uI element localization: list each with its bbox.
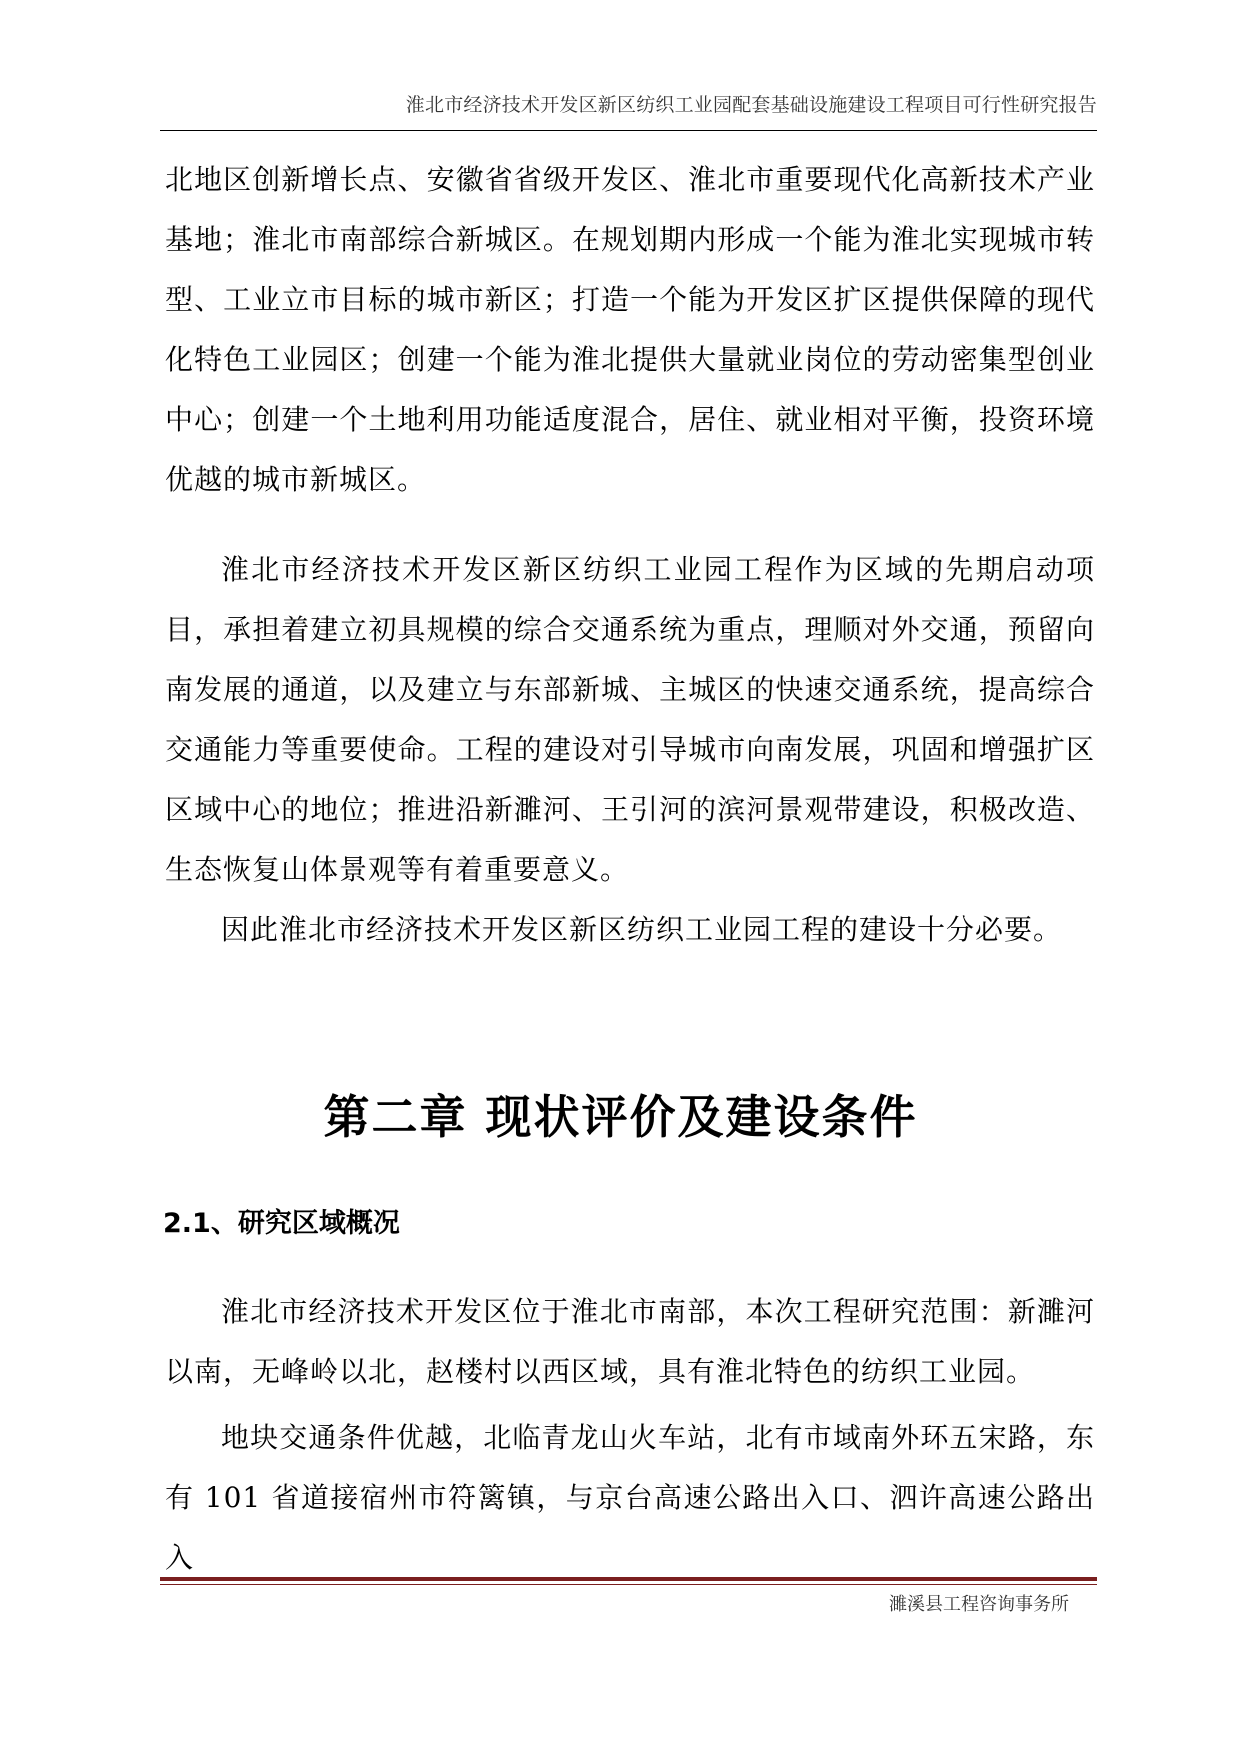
- body-text-block-2: [165, 540, 1095, 900]
- body-text-block-5: [165, 1408, 1095, 1588]
- paragraph-transport: 地块交通条件优越，北临青龙山火车站，北有市域南外环五宋路，东有 101 省道接宿州市符篱镇，与京台高速公路出入口、泗许高速公路出入: [165, 1421, 1095, 1574]
- footer-divider-thick: [160, 1577, 1097, 1581]
- paragraph-necessity: 因此淮北市经济技术开发区新区纺织工业园工程的建设十分必要。: [221, 913, 1063, 946]
- header-divider: [160, 130, 1097, 131]
- paragraph-study-area: 淮北市经济技术开发区位于淮北市南部，本次工程研究范围：新濉河以南，无峰岭以北，赵楼村以西区域，具有淮北特色的纺织工业园。: [165, 1295, 1095, 1388]
- section-heading: 2.1、研究区域概况: [163, 1208, 400, 1239]
- body-text-block-1: [165, 150, 1095, 510]
- body-text-block-3: [165, 900, 1095, 960]
- chapter-title: 第二章 现状评价及建设条件: [323, 1090, 918, 1144]
- paragraph-continued: 北地区创新增长点、安徽省省级开发区、淮北市重要现代化高新技术产业基地；淮北市南部综合新城区。在规划期内形成一个能为淮北实现城市转型、工业立市目标的城市新区；打造一个能为开发区扩区提供保障的现代化特色工业园区；创建一个能为淮北提供大量就业岗位的劳动密集型创业中心；创建一个土地利用功能适度混合，居住、就业相对平衡，投资环境优越的城市新城区。: [165, 163, 1095, 496]
- paragraph-project-role: 淮北市经济技术开发区新区纺织工业园工程作为区域的先期启动项目，承担着建立初具规模的综合交通系统为重点，理顺对外交通，预留向南发展的通道，以及建立与东部新城、主城区的快速交通系统，提高综合交通能力等重要使命。工程的建设对引导城市向南发展，巩固和增强扩区区域中心的地位；推进沿新濉河、王引河的滨河景观带建设，积极改造、生态恢复山体景观等有着重要意义。: [165, 553, 1095, 886]
- footer-organization: 濉溪县工程咨询事务所: [889, 1594, 1069, 1615]
- footer-divider-thin: [160, 1584, 1097, 1585]
- document-header-title: 淮北市经济技术开发区新区纺织工业园配套基础设施建设工程项目可行性研究报告: [405, 94, 1097, 116]
- body-text-block-4: [165, 1282, 1095, 1402]
